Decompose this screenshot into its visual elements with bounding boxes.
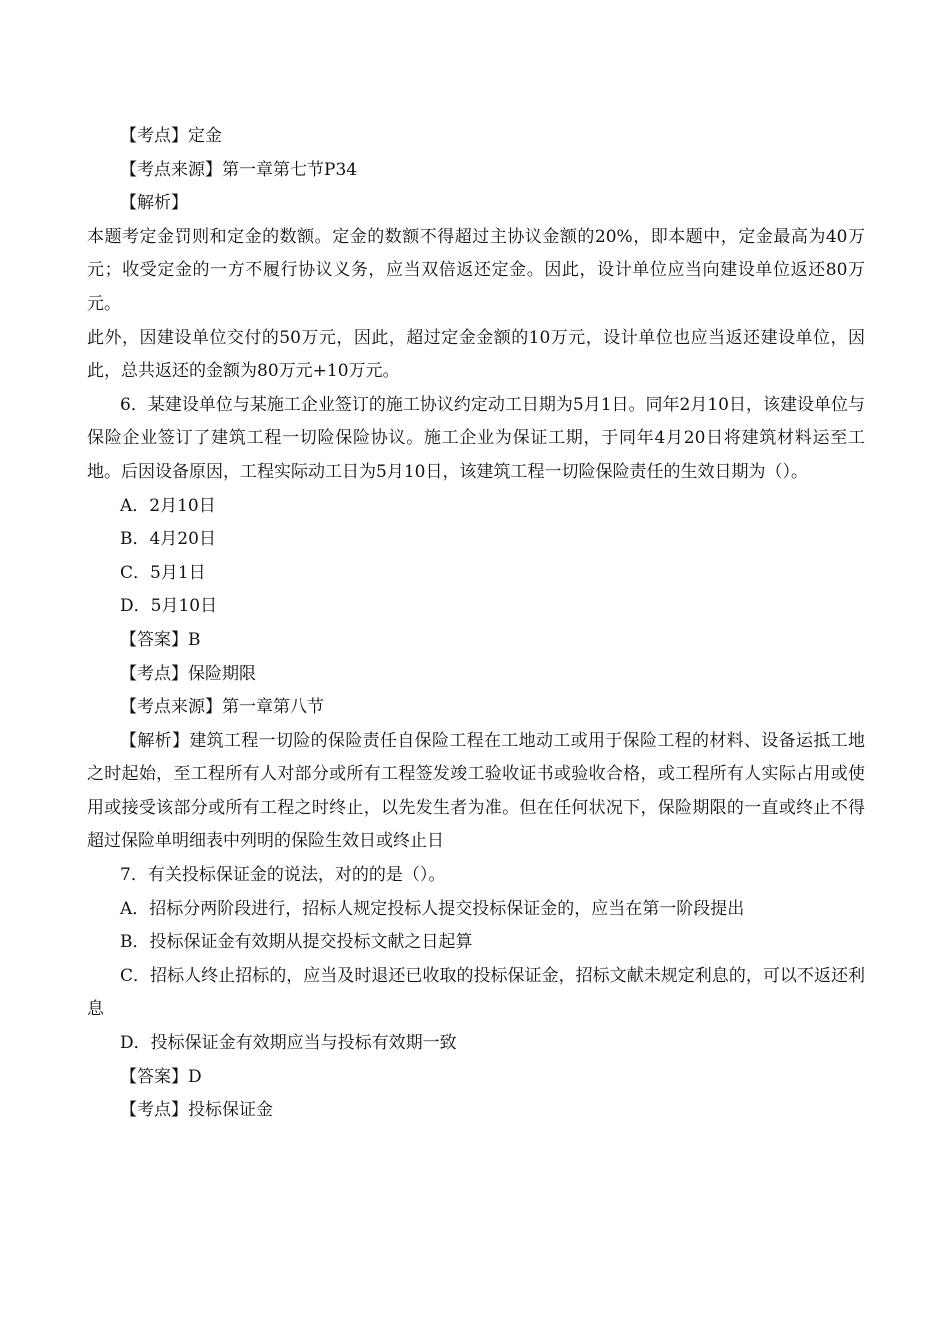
analysis-paragraph-2: 此外，因建设单位交付的50万元，因此，超过定金金额的10万元，设计单位也应当返还建设单位，因此，总共返还的金额为80万元+10万元。 [87, 327, 865, 382]
question-6-analysis: 【解析】建筑工程一切险的保险责任自保险工程在工地动工或用于保险工程的材料、设备运抵工地之时起始，至工程所有人对部分或所有工程签发竣工验收证书或验收合格，或工程所有人实际占用或使用或接受该部分或所有工程之时终止，以先发生者为准。但在任何状况下，保险期限的一直或终止不得超过保险单明细表中列明的保险生效日或终止日 [87, 730, 865, 852]
question-7-option-a: A．招标分两阶段进行，招标人规定投标人提交投标保证金的，应当在第一阶段提出 [120, 898, 745, 919]
analysis-paragraph-1: 本题考定金罚则和定金的数额。定金的数额不得超过主协议金额的20%，即本题中，定金最高为40万元；收受定金的一方不履行协议义务，应当双倍返还定金。因此，设计单位应当向建设单位返还80万元。 [87, 226, 865, 314]
question-7-option-b: B．投标保证金有效期从提交投标文献之日起算 [120, 932, 473, 953]
question-7: 7．有关投标保证金的说法，对的的是（）。 [120, 865, 446, 886]
document-body [87, 120, 865, 1128]
question-6-option-a: A．2月10日 [120, 495, 216, 516]
question-6-option-c: C．5月1日 [120, 562, 206, 583]
question-6-key-point: 【考点】保险期限 [120, 663, 256, 684]
question-7-answer: 【答案】D [120, 1066, 202, 1087]
question-7-option-d: D．投标保证金有效期应当与投标有效期一致 [120, 1033, 457, 1054]
question-7-option-c: C．招标人终止招标的，应当及时退还已收取的投标保证金，招标文献未规定利息的，可以不返还利息 [87, 965, 865, 1020]
analysis-heading: 【解析】 [120, 193, 188, 214]
question-6: 6．某建设单位与某施工企业签订的施工协议约定动工日期为5月1日。同年2月10日，该建设单位与保险企业签订了建筑工程一切险保险协议。施工企业为保证工期，于同年4月20日将建筑材料运至工地。后因设备原因，工程实际动工日为5月10日，该建筑工程一切险保险责任的生效日期为（）。 [87, 394, 865, 482]
question-6-answer: 【答案】B [120, 629, 201, 650]
question-7-key-point: 【考点】投标保证金 [120, 1100, 273, 1121]
key-point-line: 【考点】定金 [120, 126, 222, 146]
question-6-option-d: D．5月10日 [120, 596, 218, 617]
key-point-source-line: 【考点来源】第一章第七节P34 [120, 159, 358, 180]
question-6-source: 【考点来源】第一章第八节 [120, 697, 324, 718]
question-6-option-b: B．4月20日 [120, 529, 216, 550]
